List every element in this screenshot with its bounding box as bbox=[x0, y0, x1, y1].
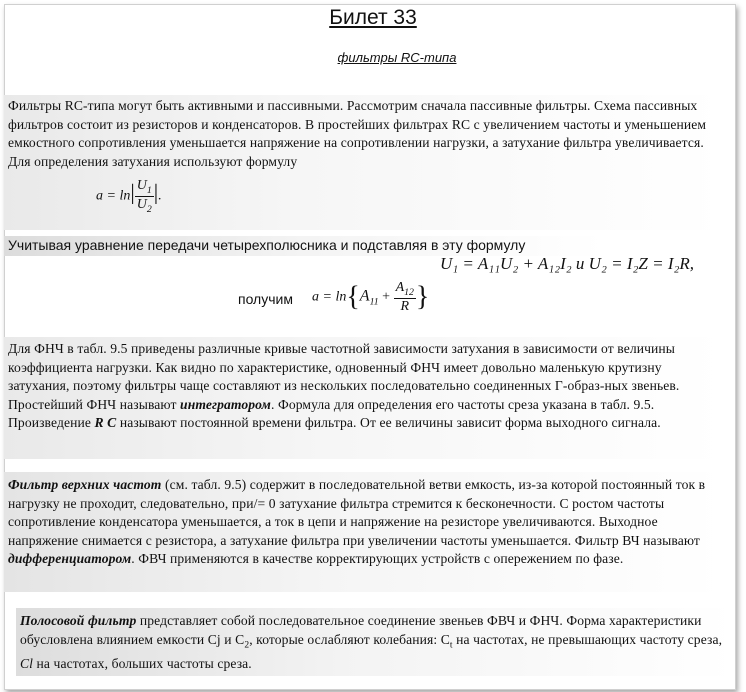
formula-attenuation: a = ln| $\frac{U_1}{U_2}$ |. bbox=[96, 178, 162, 215]
formula1-fraction: $\frac{U_1}{U_2}$ bbox=[136, 178, 152, 215]
label-obtain: получим bbox=[238, 291, 293, 307]
formula-quadripole: U₁ = A₁₁U₂ + A₁₂I₂ и U₂ = I₂Z = I₂R, bbox=[440, 254, 695, 273]
paragraph-highpass: Фильтр верхних частот (см. табл. 9.5) содержит в последовательной ветви емкость, из-за которой постоянный ток в нагрузку не проходит, следовательно, при/= 0 затухание фильтра стремится к бесконечности. С ростом частоты сопротивление конденсатора уменьшается, а ток в цепи и напряжение на резисторе увеличиваются. Выходное напряжение снимается с резистора, а затухание фильтра при увеличении частоты уменьшается. Фильтр ВЧ называют дифференциатором. ФВЧ применяются в качестве корректирующих устройств с опережением по фазе. bbox=[8, 477, 706, 566]
paragraph-lowpass: Для ФНЧ в табл. 9.5 приведены различные кривые частотной зависимости затухания в зависимости от величины коэффициента нагрузки. Как видно по характеристике, одновенный ФНЧ имеет довольно маленькую крутизну затухания, поэтому фильтры чаще составляют из нескольких последовательно соединенных Г-образ-ных звеньев. Простейший ФНЧ называют интегратором. Формула для определения его частоты среза указана в табл. 9.5. Произведение R C называют постоянной времени фильтра. От ее величины зависит форма выходного сигнала. bbox=[8, 341, 680, 430]
paragraph-bandpass: Полосовой фильтр представляет собой последовательное соединение звеньев ФВЧ и ФНЧ. Форма характеристики обусловлена влиянием емкости Cj и $C_2$, которые ослабляют колебания: $C_t$ на частотах, не превышающих частоту среза, Cl на частотах, больших частоты среза. bbox=[20, 613, 723, 671]
paragraph-intro: Фильтры RC-типа могут быть активными и пассивными. Рассмотрим сначала пассивные фильтры. Схема пассивных фильтров состоит из резисторов и конденсаторов. В простейших фильтрах RC с увеличением частоты и уменьшением емкостного сопротивления уменьшается напряжение на сопротивлении нагрузки, а затухание фильтра увеличивается. Для определения затухания используют формулу bbox=[8, 98, 707, 169]
formula-attenuation-result: $a = \ln\{A_{11}$ + $\frac{A_{12}}{R}$ } bbox=[312, 280, 430, 314]
paragraph-transfer-equation: Учитывая уравнение передачи четырехполюсника и подставляя в эту формулу bbox=[8, 237, 526, 253]
page-title: Билет 33 bbox=[329, 6, 417, 29]
page-subtitle: фильтры RC-типа bbox=[337, 50, 457, 65]
formula1-lhs: a = ln bbox=[96, 188, 131, 204]
